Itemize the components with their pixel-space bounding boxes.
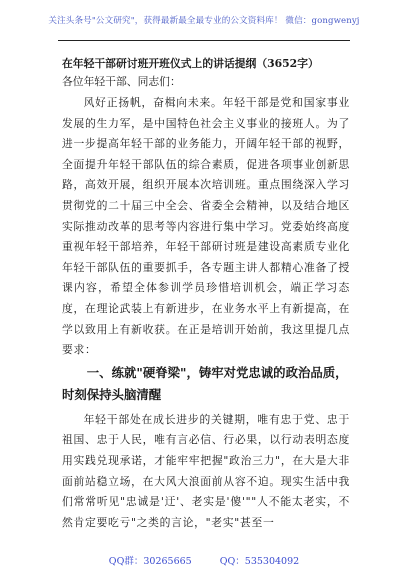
salutation: 各位年轻干部、同志们： [62,75,181,88]
header-banner: 关注头条号"公文研究"，获得最新最全最专业的公文资料库！ 微信：gongwenyj [48,16,360,26]
footer-qq-group: QQ群：30265665 [108,556,192,567]
document-body [62,55,350,533]
header-divider [58,40,350,41]
document-title: 在年轻干部研讨班开班仪式上的讲话提纲（3652字） [62,57,319,70]
footer-qq: QQ：535304092 [219,556,300,567]
footer-contact [0,553,408,567]
section-heading: 一、练就"硬脊梁"，铸牢对党忠诚的政治品质，时刻保持头脑清醒 [62,364,348,402]
section-paragraph: 年轻干部处在成长进步的关键期，唯有忠于党、忠于祖国、忠于人民，唯有言必信、行必果，以行动表明态度用实践兑现承诺，才能牢牢把握"政治三力"，在大是大非面前站稳立场，在大风大浪面前从容不迫。现实生活中我们常常听见"忠诚是'迂'、老实是'傻'""人不能太老实，不然肯定要吃亏"之类的言论，"老实"甚至一 [62,412,350,529]
intro-paragraph: 风好正扬帆，奋楫向未来。年轻干部是党和国家事业发展的生力军，是中国特色社会主义事业的接班人。为了进一步提高年轻干部的业务能力，开阔年轻干部的视野，全面提升年轻干部队伍的综合素质，促进各项事业创新思路，高效开展，组织开展本次培训班。重点围绕深入学习贯彻党的二十届三中全会、省委全会精神，以及结合地区实际推动改革的思考等内容进行集中学习。党委始终高度重视年轻干部培养，年轻干部研讨班是建设高素质专业化年轻干部队伍的重要抓手，各专题主讲人都精心准备了授课内容，希望全体参训学员珍惜培训机会，端正学习态度，在理论武装上有新进步，在业务水平上有新提高，在学以致用上有新收获。在正是培训开始前，我这里提几点要求： [62,96,350,357]
